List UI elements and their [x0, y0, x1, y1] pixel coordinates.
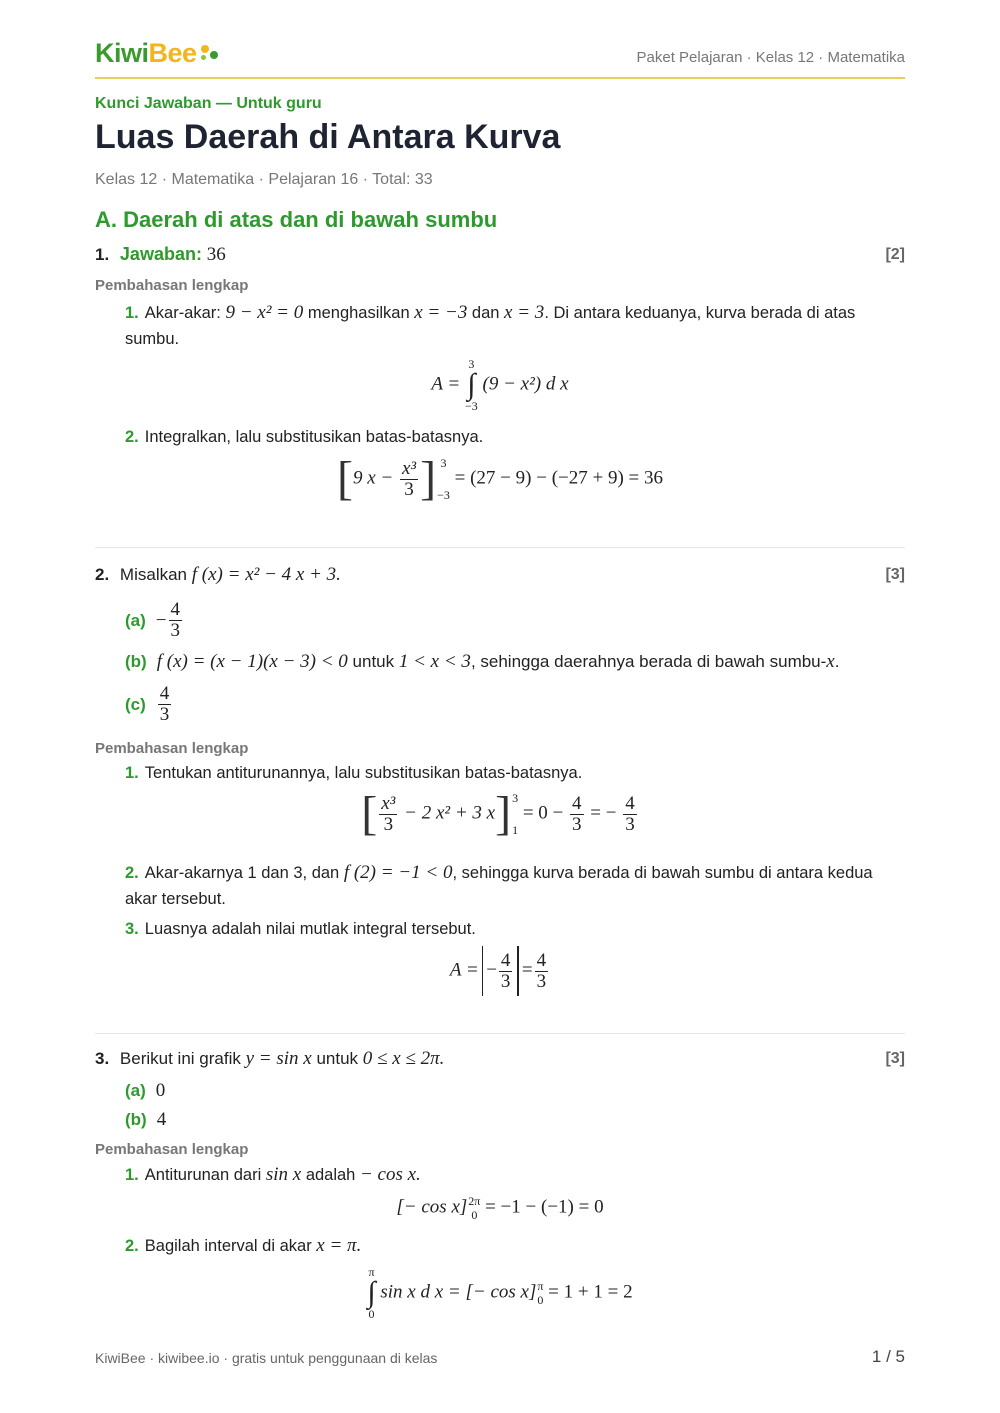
- page-title: Luas Daerah di Antara Kurva: [95, 118, 561, 156]
- footer-text: KiwiBee · kiwibee.io · gratis untuk penggunaan di kelas: [95, 1350, 438, 1366]
- q2-equation-2: A = − $\frac{4}{3}$ = $\frac{4}{3}$: [95, 946, 905, 996]
- question-divider: [95, 547, 905, 548]
- lesson-meta: Kelas 12 · Matematika · Pelajaran 16 · Total: 33: [95, 171, 433, 188]
- q3-equation-1: [− cos x] 2π 0 = −1 − (−1) = 0: [396, 1194, 604, 1222]
- q2-part-c: (c) $\frac{4}{3}$: [125, 683, 170, 725]
- solution-heading: Pembahasan lengkap: [95, 277, 249, 294]
- q3-step-1: 1. Antiturunan dari sin x adalah − cos x.: [125, 1164, 421, 1185]
- header-meta: Paket Pelajaran · Kelas 12 · Matematika: [636, 49, 905, 66]
- page-number: 1 / 5: [871, 1347, 905, 1366]
- q3-step-2: 2. Bagilah interval di akar x = π.: [125, 1235, 362, 1256]
- solution-heading: Pembahasan lengkap: [95, 1141, 249, 1158]
- worksheet-page: [95, 0, 905, 1413]
- marks: [3]: [885, 566, 905, 583]
- q2-step-2: 2. Akar-akarnya 1 dan 3, dan f (2) = −1 < 0, sehingga kurva berada di bawah sumbu di antara kedua akar tersebut.: [125, 862, 873, 908]
- answer-label: Jawaban:: [119, 244, 202, 264]
- header-divider: [95, 77, 905, 79]
- answer-key-kicker: Kunci Jawaban — Untuk guru: [95, 95, 322, 112]
- q1-step-1: 1. Akar-akar: 9 − x² = 0 menghasilkan x = −3 dan x = 3. Di antara keduanya, kurva berada di atas sumbu.: [125, 302, 856, 348]
- q2-step-1: 1. Tentukan antiturunannya, lalu substitusikan batas-batasnya.: [125, 764, 583, 782]
- integral-sign: 3 ∫ −3: [465, 357, 478, 413]
- question-1: [95, 244, 905, 266]
- question-2: 2. Misalkan f (x) = x² − 4 x + 3. [3]: [95, 564, 905, 585]
- q1-step-2: 2. Integralkan, lalu substitusikan batas-batasnya.: [125, 428, 484, 446]
- q1-equation-1: A = 3 ∫ −3 (9 − x²) d x: [431, 357, 569, 413]
- q1-equation-2: [9 x − $\frac{\text{x³}}{3}$ ] 3 −3 = (27 − 9) − (−27 + 9) = 36: [336, 452, 663, 505]
- logo-dots-icon: [200, 42, 220, 62]
- kiwibee-logo: [95, 38, 220, 69]
- question-divider: [95, 1033, 905, 1034]
- q2-step-3: 3. Luasnya adalah nilai mutlak integral tersebut.: [125, 920, 476, 938]
- question-3: 3. Berikut ini grafik y = sin x untuk 0 ≤ x ≤ 2π. [3]: [95, 1048, 905, 1069]
- section-heading: A. Daerah di atas dan di bawah sumbu: [95, 207, 498, 232]
- q2-equation-1: [ $\frac{\text{x³}}{3}$ − 2 x² + 3 x] 3 1 = 0 − $\frac{4}{3}$ = − $\frac{4}{3}$: [361, 787, 635, 840]
- marks: [3]: [885, 1050, 905, 1067]
- question-number: 1.: [95, 245, 110, 264]
- marks: [2]: [885, 246, 905, 263]
- logo-text-kiwi: Kiwi: [95, 38, 149, 68]
- question-number: 2.: [95, 565, 110, 584]
- q3-part-a: (a) 0: [125, 1080, 166, 1101]
- integral-sign: π ∫ 0: [367, 1265, 376, 1321]
- solution-heading: Pembahasan lengkap: [95, 740, 249, 757]
- answer-value: 36: [206, 244, 226, 265]
- q3-equation-2: π ∫ 0 sin x d x = [− cos x] π 0 = 1 + 1 = 2: [367, 1265, 633, 1321]
- q3-part-b: (b) 4: [125, 1109, 167, 1130]
- logo-text-bee: Bee: [148, 38, 197, 68]
- question-number: 3.: [95, 1049, 110, 1068]
- q2-part-b: (b) f (x) = (x − 1)(x − 3) < 0 untuk 1 < x < 3 , sehingga daerahnya berada di bawah sumbu- x .: [125, 651, 840, 672]
- q2-part-a: (a) − $\frac{4}{3}$: [125, 599, 180, 641]
